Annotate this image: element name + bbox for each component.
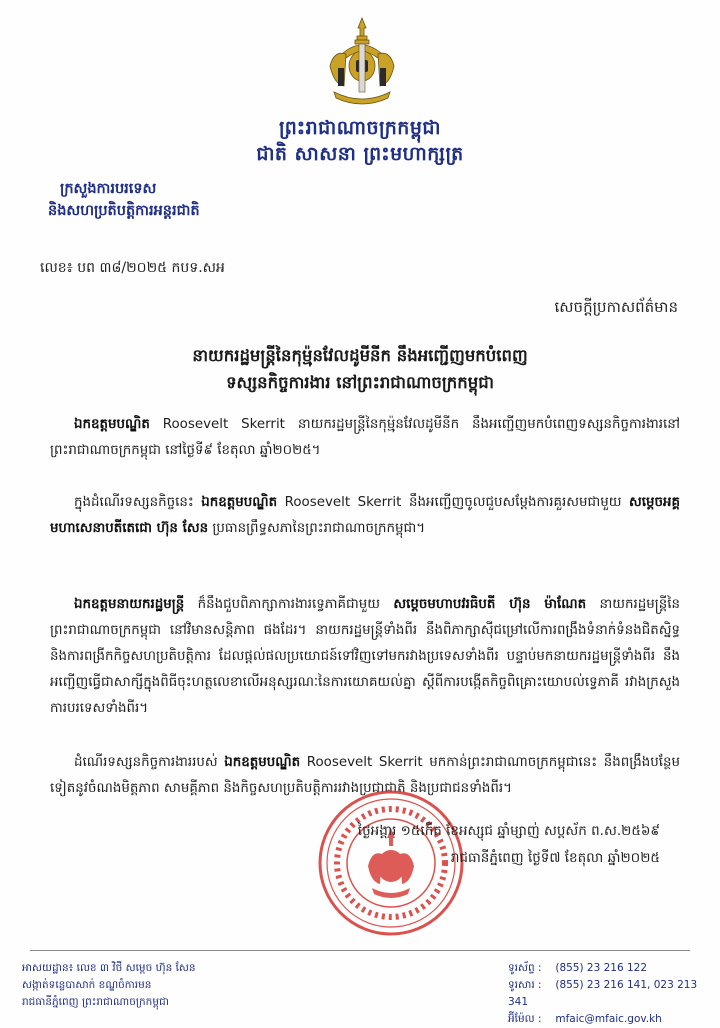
email-label: អ៊ីម៉ែល : bbox=[508, 1013, 542, 1025]
phone-label: ទូរស័ព្ទ : bbox=[508, 962, 542, 974]
kingdom-title: ព្រះរាជាណាចក្រកម្ពុជា bbox=[279, 117, 441, 139]
ministry-name-line1: ក្រសួងការបរទេស bbox=[60, 181, 157, 197]
paragraph-text: ក៏នឹងជួបពិភាក្សាការងារទ្វេភាគីជាមួយ bbox=[184, 597, 394, 612]
fax-row bbox=[508, 977, 720, 1011]
phone-value: (855) 23 216 122 bbox=[555, 962, 648, 974]
fax-label: ទូរសារ : bbox=[508, 979, 542, 991]
honorific: សម្តេចមហាបវរធិបតី ហ៊ុន ម៉ាណែត bbox=[393, 597, 587, 612]
paragraph-text: ក្នុងដំណើរទស្សនកិច្ចនេះ bbox=[74, 495, 202, 510]
national-motto: ជាតិ សាសនា ព្រះមហាក្សត្រ bbox=[256, 143, 464, 165]
honorific: ឯកឧត្តមបណ្ឌិត bbox=[224, 755, 301, 770]
ministry-name-line2: និងសហប្រតិបត្តិការអន្តរជាតិ bbox=[48, 203, 200, 219]
paragraph-text: ដំណើរទស្សនកិច្ចការងាររបស់ bbox=[74, 755, 225, 770]
lunar-date: ថ្ងៃអង្គារ ១៥កើត ខែអស្សុជ ឆ្នាំម្សាញ់ សប្តស័ក ព.ស.២៥៦៩ bbox=[357, 823, 660, 839]
footer-address bbox=[22, 960, 196, 1011]
address-line: អាសយដ្ឋាន៖ លេខ ៣ វិថី សម្តេច ហ៊ុន សែន bbox=[22, 962, 196, 974]
email-row bbox=[508, 1011, 720, 1028]
phone-row bbox=[508, 960, 720, 977]
honorific: សម្តេចអគ្គមហាសេនាបតីតេជោ ហ៊ុន សែន bbox=[50, 495, 680, 536]
address-line: សង្កាត់ទន្លេបាសាក់ ខណ្ឌចំការមន bbox=[22, 979, 152, 991]
headline-line2: ទស្សនកិច្ចការងារ នៅព្រះរាជាណាចក្រកម្ពុជា bbox=[226, 373, 494, 392]
email-value[interactable]: mfaic@mfaic.gov.kh bbox=[555, 1013, 662, 1025]
paragraph-text: នាយករដ្ឋមន្ត្រីនៃព្រះរាជាណាចក្រកម្ពុជា នៅវិមានសន្តិភាព ផងដែរ។ នាយករដ្ឋមន្ត្រីទាំងពីរ នឹងពិភាក្សាស៊ីជម្រៅលើការពង្រឹងទំនាក់ទំនងជិតស្និទ្ធ និងការពង្រីកកិច្ចសហប្រតិបត្តិការ ដែលផ្តល់ផលប្រយោជន៍ទៅវិញទៅមករវាងប្រទេសទាំងពីរ បន្ទាប់មកនាយករដ្ឋមន្ត្រីទាំងពីរ នឹងអញ្ជើញធ្វើជាសាក្សីក្នុងពិធីចុះហត្ថលេខាលើអនុស្សរណៈនៃការយោគយល់គ្នា ស្តីពីការបង្កើតកិច្ចពិគ្រោះយោបល់ទ្វេភាគី រវាងក្រសួងការបរទេសទាំងពីរ។ bbox=[50, 597, 681, 716]
fax-value: (855) 23 216 141, 023 213 341 bbox=[508, 979, 698, 1008]
paragraph-text: Roosevelt Skerrit មកកាន់ព្រះរាជាណាចក្រកម្ពុជានេះ នឹងពង្រឹងបន្ថែមទៀតនូវចំណងមិត្តភាព សាមគ្គីភាព និងកិច្ចសហប្រតិបត្តិការរវាងប្រជាជាតិ និងប្រជាជនទាំងពីរ។ bbox=[50, 755, 680, 796]
footer-contact bbox=[508, 960, 720, 1028]
document-type: សេចក្តីប្រកាសព័ត៌មាន bbox=[554, 298, 678, 316]
paragraph-text: Roosevelt Skerrit នឹងអញ្ជើញចូលជួបសម្តែងការគួរសមជាមួយ bbox=[277, 495, 629, 510]
royal-emblem-icon bbox=[312, 14, 412, 114]
official-seal-icon bbox=[316, 788, 466, 938]
paragraph-3 bbox=[50, 592, 680, 722]
honorific: ឯកឧត្តមបណ្ឌិត bbox=[74, 417, 150, 432]
headline-line1: នាយករដ្ឋមន្ត្រីនៃកុម្ម៉ុនវែលដូមីនីក នឹងអញ្ជើញមកបំពេញ bbox=[192, 346, 528, 365]
paragraph-2 bbox=[50, 490, 680, 542]
honorific: ឯកឧត្តមបណ្ឌិត bbox=[201, 495, 278, 510]
paragraph-1 bbox=[50, 412, 680, 464]
address-line: រាជធានីភ្នំពេញ ព្រះរាជាណាចក្រកម្ពុជា bbox=[22, 996, 169, 1008]
place-and-date: រាជធានីភ្នំពេញ ថ្ងៃទី៧ ខែតុលា ឆ្នាំ២០២៥ bbox=[450, 850, 660, 866]
paragraph-text: ប្រធានព្រឹទ្ធសភានៃព្រះរាជាណាចក្រកម្ពុជា។ bbox=[208, 521, 426, 536]
paragraph-text: Roosevelt Skerrit នាយករដ្ឋមន្ត្រីនៃកុម្ម៉ុនវែលដូមីនីក នឹងអញ្ជើញមកបំពេញទស្សនកិច្ចការងារនៅព្រះរាជាណាចក្រកម្ពុជា នៅថ្ងៃទី៩ ខែតុលា ឆ្នាំ២០២៥។ bbox=[50, 417, 680, 458]
footer-divider bbox=[30, 950, 690, 951]
honorific: ឯកឧត្តមនាយករដ្ឋមន្ត្រី bbox=[74, 597, 185, 612]
reference-number: លេខ៖ បព ៣៨/២០២៥ កបទ.សអ bbox=[40, 260, 225, 276]
